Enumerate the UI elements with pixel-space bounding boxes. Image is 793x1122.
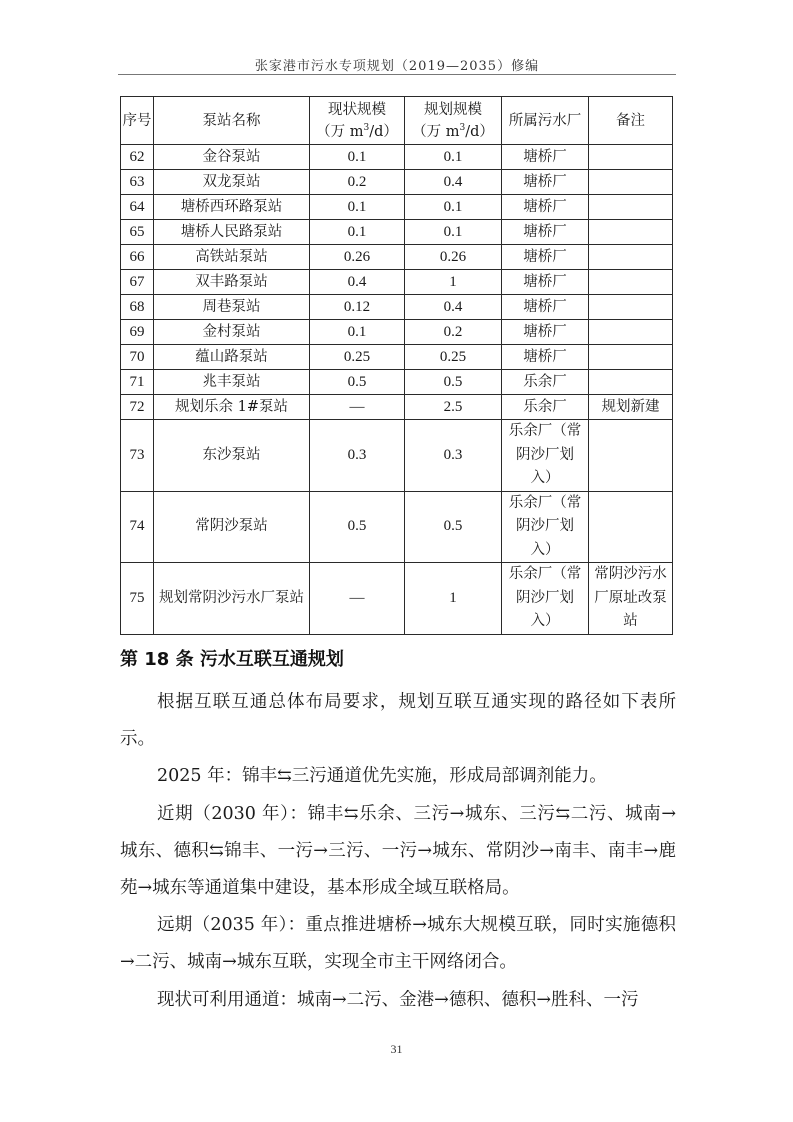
header-planned-unit	[412, 124, 494, 140]
cell-name: 高铁站泵站	[154, 245, 310, 270]
cell-seq: 70	[121, 345, 154, 370]
cell-plant: 乐余厂（常阴沙厂划入）	[502, 491, 589, 563]
cell-current: —	[310, 563, 405, 635]
cell-note	[589, 320, 673, 345]
cell-planned: 0.3	[405, 420, 502, 492]
cell-current: 0.2	[310, 170, 405, 195]
cell-name: 双龙泵站	[154, 170, 310, 195]
header-current-title: 现状规模	[328, 101, 386, 118]
cell-current: 0.1	[310, 195, 405, 220]
cell-plant: 塘桥厂	[502, 320, 589, 345]
cell-name: 规划常阴沙污水厂泵站	[154, 563, 310, 635]
cell-planned: 0.5	[405, 491, 502, 563]
cell-note	[589, 295, 673, 320]
cell-planned: 0.1	[405, 220, 502, 245]
table-row	[121, 270, 673, 295]
cell-name: 规划乐余 1#泵站	[154, 395, 310, 420]
cell-planned: 0.25	[405, 345, 502, 370]
cell-plant: 塘桥厂	[502, 170, 589, 195]
cell-note	[589, 270, 673, 295]
unit-sup: 3	[363, 122, 370, 133]
cell-seq: 75	[121, 563, 154, 635]
cell-name: 塘桥人民路泵站	[154, 220, 310, 245]
cell-current: 0.4	[310, 270, 405, 295]
page-number: 31	[390, 1042, 403, 1056]
cell-current: —	[310, 395, 405, 420]
cell-plant: 塘桥厂	[502, 220, 589, 245]
cell-seq: 67	[121, 270, 154, 295]
cell-planned: 1	[405, 563, 502, 635]
cell-note	[589, 420, 673, 492]
cell-note: 规划新建	[589, 395, 673, 420]
cell-name: 双丰路泵站	[154, 270, 310, 295]
table-row	[121, 220, 673, 245]
unit-pre: （万 m	[412, 123, 460, 140]
cell-planned: 0.2	[405, 320, 502, 345]
cell-name: 东沙泵站	[154, 420, 310, 492]
table-row	[121, 195, 673, 220]
section-heading: 第 18 条 污水互联互通规划	[120, 649, 344, 670]
paragraph: 近期（2030 年）：锦丰⇆乐余、三污→城东、三污⇆二污、城南→城东、德积⇆锦丰、一污→三污、一污→城东、常阴沙→南丰、南丰→鹿苑→城东等通道集中建设，基本形成全域互联格局。	[120, 803, 676, 899]
table-row	[121, 145, 673, 170]
cell-name: 常阴沙泵站	[154, 491, 310, 563]
cell-seq: 63	[121, 170, 154, 195]
cell-seq: 68	[121, 295, 154, 320]
header-current-unit	[316, 124, 398, 140]
table-row	[121, 295, 673, 320]
paragraph: 远期（2035 年）：重点推进塘桥→城东大规模互联，同时实施德积→二污、城南→城东互联，实现全市主干网络闭合。	[120, 915, 676, 973]
cell-current: 0.5	[310, 370, 405, 395]
header-seq: 序号	[121, 97, 154, 145]
running-header: 张家港市污水专项规划（2019—2035）修编	[254, 59, 540, 74]
cell-note	[589, 170, 673, 195]
cell-seq: 69	[121, 320, 154, 345]
cell-note	[589, 345, 673, 370]
cell-current: 0.1	[310, 320, 405, 345]
cell-name: 金谷泵站	[154, 145, 310, 170]
cell-note	[589, 370, 673, 395]
cell-name: 周巷泵站	[154, 295, 310, 320]
table-row	[121, 491, 673, 563]
cell-planned: 0.4	[405, 295, 502, 320]
unit-post: /d）	[369, 123, 398, 140]
cell-planned: 1	[405, 270, 502, 295]
cell-planned: 0.1	[405, 145, 502, 170]
cell-planned: 2.5	[405, 395, 502, 420]
cell-plant: 乐余厂（常阴沙厂划入）	[502, 563, 589, 635]
cell-plant: 塘桥厂	[502, 245, 589, 270]
cell-seq: 66	[121, 245, 154, 270]
header-current-scale	[310, 97, 405, 145]
cell-plant: 塘桥厂	[502, 145, 589, 170]
cell-seq: 73	[121, 420, 154, 492]
table-row	[121, 370, 673, 395]
header-name: 泵站名称	[154, 97, 310, 145]
cell-plant: 塘桥厂	[502, 195, 589, 220]
cell-seq: 64	[121, 195, 154, 220]
cell-planned: 0.1	[405, 195, 502, 220]
header-rule	[118, 74, 676, 75]
cell-plant: 乐余厂	[502, 370, 589, 395]
table-row	[121, 320, 673, 345]
cell-note	[589, 245, 673, 270]
unit-pre: （万 m	[316, 123, 364, 140]
table-row	[121, 345, 673, 370]
table-row	[121, 395, 673, 420]
paragraph: 2025 年：锦丰⇆三污通道优先实施，形成局部调剂能力。	[157, 766, 607, 787]
cell-planned: 0.26	[405, 245, 502, 270]
cell-note: 常阴沙污水厂原址改泵站	[589, 563, 673, 635]
cell-plant: 乐余厂（常阴沙厂划入）	[502, 420, 589, 492]
cell-plant: 乐余厂	[502, 395, 589, 420]
cell-current: 0.1	[310, 220, 405, 245]
unit-sup: 3	[459, 122, 466, 133]
cell-planned: 0.5	[405, 370, 502, 395]
pump-station-table	[120, 96, 673, 635]
header-plant: 所属污水厂	[502, 97, 589, 145]
cell-seq: 65	[121, 220, 154, 245]
cell-name: 兆丰泵站	[154, 370, 310, 395]
cell-note	[589, 145, 673, 170]
cell-seq: 74	[121, 491, 154, 563]
table-row	[121, 563, 673, 635]
table-row	[121, 245, 673, 270]
cell-current: 0.3	[310, 420, 405, 492]
paragraph: 现状可利用通道：城南→二污、金港→德积、德积→胜科、一污	[157, 989, 639, 1010]
cell-planned: 0.4	[405, 170, 502, 195]
cell-seq: 72	[121, 395, 154, 420]
header-planned-scale	[405, 97, 502, 145]
cell-note	[589, 195, 673, 220]
unit-post: /d）	[465, 123, 494, 140]
cell-name: 蕴山路泵站	[154, 345, 310, 370]
cell-current: 0.1	[310, 145, 405, 170]
table-header-row	[121, 97, 673, 145]
header-note: 备注	[589, 97, 673, 145]
cell-plant: 塘桥厂	[502, 295, 589, 320]
cell-name: 金村泵站	[154, 320, 310, 345]
cell-name: 塘桥西环路泵站	[154, 195, 310, 220]
cell-seq: 62	[121, 145, 154, 170]
cell-note	[589, 220, 673, 245]
cell-plant: 塘桥厂	[502, 345, 589, 370]
cell-current: 0.26	[310, 245, 405, 270]
section-body	[120, 684, 676, 1019]
table-row	[121, 170, 673, 195]
cell-plant: 塘桥厂	[502, 270, 589, 295]
header-planned-title: 规划规模	[424, 101, 482, 118]
cell-seq: 71	[121, 370, 154, 395]
cell-current: 0.12	[310, 295, 405, 320]
cell-note	[589, 491, 673, 563]
cell-current: 0.25	[310, 345, 405, 370]
paragraph: 根据互联互通总体布局要求，规划互联互通实现的路径如下表所示。	[120, 692, 676, 750]
table-row	[121, 420, 673, 492]
cell-current: 0.5	[310, 491, 405, 563]
